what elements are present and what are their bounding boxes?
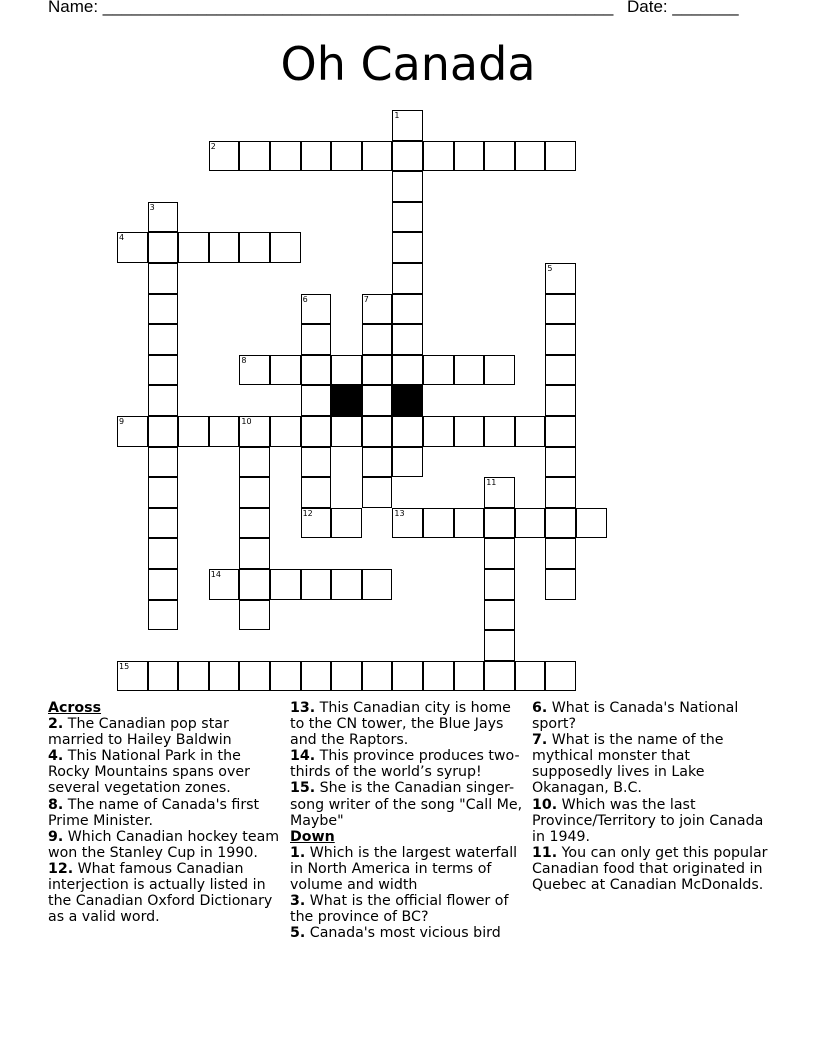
- grid-cell[interactable]: [484, 416, 515, 447]
- grid-cell[interactable]: [392, 508, 423, 539]
- grid-cell[interactable]: [178, 232, 209, 263]
- grid-cell[interactable]: [148, 508, 179, 539]
- grid-cell[interactable]: [117, 661, 148, 692]
- clue-across-8: [48, 797, 284, 829]
- clue-number: 12.: [48, 860, 74, 877]
- clue-text: Which Canadian hockey team won the Stanley Cup in 1990.: [48, 828, 280, 861]
- grid-cell[interactable]: [545, 385, 576, 416]
- clues-column-1: [48, 700, 284, 925]
- grid-cell[interactable]: [515, 508, 546, 539]
- grid-cell[interactable]: [148, 661, 179, 692]
- grid-cell[interactable]: [545, 569, 576, 600]
- cell-number: 13: [394, 508, 405, 518]
- grid-cell[interactable]: [454, 661, 485, 692]
- cell-number: 9: [119, 417, 125, 426]
- grid-cell[interactable]: [239, 232, 270, 263]
- cell-number: 10: [241, 417, 252, 426]
- grid-cell[interactable]: [392, 202, 423, 233]
- grid-cell[interactable]: [423, 508, 454, 539]
- grid-cell[interactable]: [454, 355, 485, 386]
- clue-number: 8.: [48, 796, 64, 813]
- grid-cell[interactable]: [454, 141, 485, 172]
- grid-cell[interactable]: [301, 355, 332, 386]
- grid-cell[interactable]: [454, 508, 485, 539]
- grid-cell[interactable]: [148, 477, 179, 508]
- grid-block: [331, 385, 362, 416]
- grid-cell[interactable]: [239, 355, 270, 386]
- clue-text: Which is the largest waterfall in North America in terms of volume and width: [290, 844, 518, 894]
- clue-number: 7.: [532, 732, 548, 749]
- grid-cell[interactable]: [362, 294, 393, 325]
- grid-cell[interactable]: [270, 661, 301, 692]
- cell-number: 11: [486, 478, 497, 488]
- clue-text: The name of Canada's first Prime Minister.: [48, 796, 260, 829]
- grid-cell[interactable]: [331, 355, 362, 386]
- clue-number: 3.: [290, 893, 306, 910]
- cell-number: 3: [149, 202, 155, 212]
- grid-cell[interactable]: [545, 324, 576, 355]
- grid-cell[interactable]: [209, 141, 240, 172]
- grid-cell[interactable]: [239, 508, 270, 539]
- grid-cell[interactable]: [239, 600, 270, 631]
- grid-cell[interactable]: [423, 661, 454, 692]
- cell-number: 6: [302, 294, 308, 304]
- grid-cell[interactable]: [362, 416, 393, 447]
- clue-text: Which was the last Province/Territory to join Canada in 1949.: [532, 796, 764, 845]
- grid-cell[interactable]: [301, 447, 332, 478]
- clue-across-9: [48, 829, 284, 861]
- grid-cell[interactable]: [392, 171, 423, 202]
- grid-cell[interactable]: [392, 355, 423, 386]
- grid-cell[interactable]: [301, 294, 332, 325]
- grid-block: [392, 385, 423, 416]
- grid-cell[interactable]: [423, 355, 454, 386]
- grid-cell[interactable]: [209, 661, 240, 692]
- clue-text: This National Park in the Rocky Mountains spans over several vegetation zones.: [48, 748, 250, 797]
- clue-number: 5.: [290, 925, 306, 942]
- grid-cell[interactable]: [239, 569, 270, 600]
- date-field-label: Date: _______: [627, 0, 739, 16]
- grid-cell[interactable]: [301, 324, 332, 355]
- grid-cell[interactable]: [239, 538, 270, 569]
- clue-text: Canada's most vicious bird: [309, 925, 501, 942]
- cell-number: 8: [241, 355, 247, 365]
- clue-number: 1.: [290, 844, 306, 861]
- grid-cell[interactable]: [362, 355, 393, 386]
- grid-cell[interactable]: [545, 447, 576, 478]
- grid-cell[interactable]: [392, 141, 423, 172]
- across-heading: Across: [48, 700, 102, 716]
- grid-cell[interactable]: [362, 141, 393, 172]
- grid-cell[interactable]: [178, 416, 209, 447]
- clue-number: 4.: [48, 748, 64, 765]
- clue-down-10: [532, 797, 768, 845]
- cell-number: 5: [547, 264, 553, 273]
- grid-cell[interactable]: [148, 324, 179, 355]
- clue-down-7: [532, 732, 768, 796]
- grid-cell[interactable]: [148, 600, 179, 631]
- grid-cell[interactable]: [148, 232, 179, 263]
- clue-text: This Canadian city is home to the CN tower, the Blue Jays and the Raptors.: [290, 700, 511, 749]
- clue-down-5: [290, 925, 526, 941]
- clue-across-15: [290, 780, 526, 828]
- clue-number: 15.: [290, 780, 316, 797]
- grid-cell[interactable]: [301, 661, 332, 692]
- clue-across-4: [48, 748, 284, 796]
- grid-cell[interactable]: [392, 263, 423, 294]
- clues-column-3: [532, 700, 768, 893]
- clue-text: You can only get this popular Canadian food that originated in Quebec at Canadian McDonalds.: [532, 844, 768, 894]
- grid-cell[interactable]: [392, 110, 423, 141]
- clue-number: 2.: [48, 716, 64, 733]
- down-heading: Down: [290, 828, 335, 845]
- clues-column-2: [290, 700, 526, 941]
- grid-cell[interactable]: [117, 416, 148, 447]
- grid-cell[interactable]: [270, 141, 301, 172]
- clue-across-13: [290, 700, 526, 748]
- grid-cell[interactable]: [270, 416, 301, 447]
- grid-cell[interactable]: [239, 416, 270, 447]
- grid-cell[interactable]: [301, 141, 332, 172]
- grid-cell[interactable]: [423, 416, 454, 447]
- grid-cell[interactable]: [301, 416, 332, 447]
- grid-cell[interactable]: [148, 202, 179, 233]
- grid-cell[interactable]: [545, 661, 576, 692]
- cell-number: 4: [119, 233, 125, 243]
- clue-text: This province produces two-thirds of the world’s syrup!: [290, 748, 520, 781]
- clue-down-6: [532, 700, 768, 732]
- grid-cell[interactable]: [148, 385, 179, 416]
- grid-cell[interactable]: [362, 385, 393, 416]
- grid-cell[interactable]: [545, 477, 576, 508]
- grid-cell[interactable]: [331, 508, 362, 539]
- clue-text: She is the Canadian singer-song writer of the song "Call Me, Maybe": [290, 780, 523, 829]
- grid-cell[interactable]: [209, 232, 240, 263]
- grid-cell[interactable]: [301, 385, 332, 416]
- clue-text: What is Canada's National sport?: [532, 700, 739, 733]
- grid-cell[interactable]: [454, 416, 485, 447]
- grid-cell[interactable]: [178, 661, 209, 692]
- clue-text: What is the name of the mythical monster that supposedly lives in Lake Okanagan, B.C.: [532, 732, 724, 797]
- clue-text: The Canadian pop star married to Hailey Baldwin: [48, 716, 232, 749]
- clue-number: 9.: [48, 828, 64, 845]
- cell-number: 7: [363, 294, 369, 304]
- grid-cell[interactable]: [239, 477, 270, 508]
- grid-cell[interactable]: [423, 141, 454, 172]
- clue-across-2: [48, 716, 284, 748]
- grid-cell[interactable]: [484, 661, 515, 692]
- clue-down-3: [290, 893, 526, 925]
- grid-cell[interactable]: [484, 569, 515, 600]
- clue-text: What is the official flower of the province of BC?: [290, 893, 509, 926]
- clue-number: 10.: [532, 796, 558, 813]
- grid-cell[interactable]: [148, 569, 179, 600]
- grid-cell[interactable]: [301, 477, 332, 508]
- grid-cell[interactable]: [484, 600, 515, 631]
- grid-cell[interactable]: [484, 538, 515, 569]
- clue-text: What famous Canadian interjection is actually listed in the Canadian Oxford Dictionary as a valid word.: [48, 860, 273, 926]
- grid-cell[interactable]: [545, 416, 576, 447]
- grid-cell[interactable]: [301, 569, 332, 600]
- clue-across-12: [48, 861, 284, 925]
- grid-cell[interactable]: [148, 294, 179, 325]
- grid-cell[interactable]: [484, 355, 515, 386]
- cell-number: 15: [119, 661, 130, 671]
- cell-number: 14: [210, 570, 221, 579]
- grid-cell[interactable]: [331, 416, 362, 447]
- grid-cell[interactable]: [515, 416, 546, 447]
- grid-cell[interactable]: [545, 538, 576, 569]
- clue-number: 6.: [532, 700, 548, 716]
- grid-cell[interactable]: [392, 447, 423, 478]
- grid-cell[interactable]: [545, 508, 576, 539]
- cell-number: 12: [302, 508, 313, 518]
- grid-cell[interactable]: [301, 508, 332, 539]
- grid-cell[interactable]: [239, 141, 270, 172]
- grid-cell[interactable]: [392, 294, 423, 325]
- grid-cell[interactable]: [484, 508, 515, 539]
- grid-cell[interactable]: [270, 232, 301, 263]
- cell-number: 1: [394, 111, 400, 120]
- clue-down-11: [532, 845, 768, 893]
- grid-cell[interactable]: [148, 447, 179, 478]
- grid-cell[interactable]: [545, 141, 576, 172]
- clue-number: 14.: [290, 748, 316, 765]
- grid-cell[interactable]: [515, 141, 546, 172]
- clue-down-1: [290, 845, 526, 893]
- grid-cell[interactable]: [392, 661, 423, 692]
- page-title: Oh Canada: [280, 37, 536, 91]
- grid-cell[interactable]: [362, 661, 393, 692]
- grid-cell[interactable]: [362, 477, 393, 508]
- grid-cell[interactable]: [545, 355, 576, 386]
- grid-cell[interactable]: [270, 355, 301, 386]
- grid-cell[interactable]: [209, 416, 240, 447]
- grid-cell[interactable]: [148, 538, 179, 569]
- grid-cell[interactable]: [392, 232, 423, 263]
- grid-cell[interactable]: [331, 569, 362, 600]
- grid-cell[interactable]: [239, 447, 270, 478]
- grid-cell[interactable]: [545, 294, 576, 325]
- grid-cell[interactable]: [331, 661, 362, 692]
- cell-number: 2: [210, 141, 216, 151]
- grid-cell[interactable]: [209, 569, 240, 600]
- grid-cell[interactable]: [239, 661, 270, 692]
- clue-number: 11.: [532, 844, 558, 861]
- grid-cell[interactable]: [148, 355, 179, 386]
- grid-cell[interactable]: [515, 661, 546, 692]
- clue-number: 13.: [290, 700, 316, 716]
- grid-cell[interactable]: [148, 416, 179, 447]
- name-field-label: Name: ______________________________________________________: [48, 0, 614, 16]
- grid-cell[interactable]: [362, 324, 393, 355]
- grid-cell[interactable]: [362, 569, 393, 600]
- clue-across-14: [290, 748, 526, 780]
- grid-cell[interactable]: [392, 324, 423, 355]
- grid-cell[interactable]: [484, 477, 515, 508]
- grid-cell[interactable]: [484, 630, 515, 661]
- grid-cell[interactable]: [484, 141, 515, 172]
- grid-cell[interactable]: [117, 232, 148, 263]
- grid-cell[interactable]: [148, 263, 179, 294]
- grid-cell[interactable]: [270, 569, 301, 600]
- grid-cell[interactable]: [331, 141, 362, 172]
- grid-cell[interactable]: [362, 447, 393, 478]
- grid-cell[interactable]: [576, 508, 607, 539]
- grid-cell[interactable]: [392, 416, 423, 447]
- grid-cell[interactable]: [545, 263, 576, 294]
